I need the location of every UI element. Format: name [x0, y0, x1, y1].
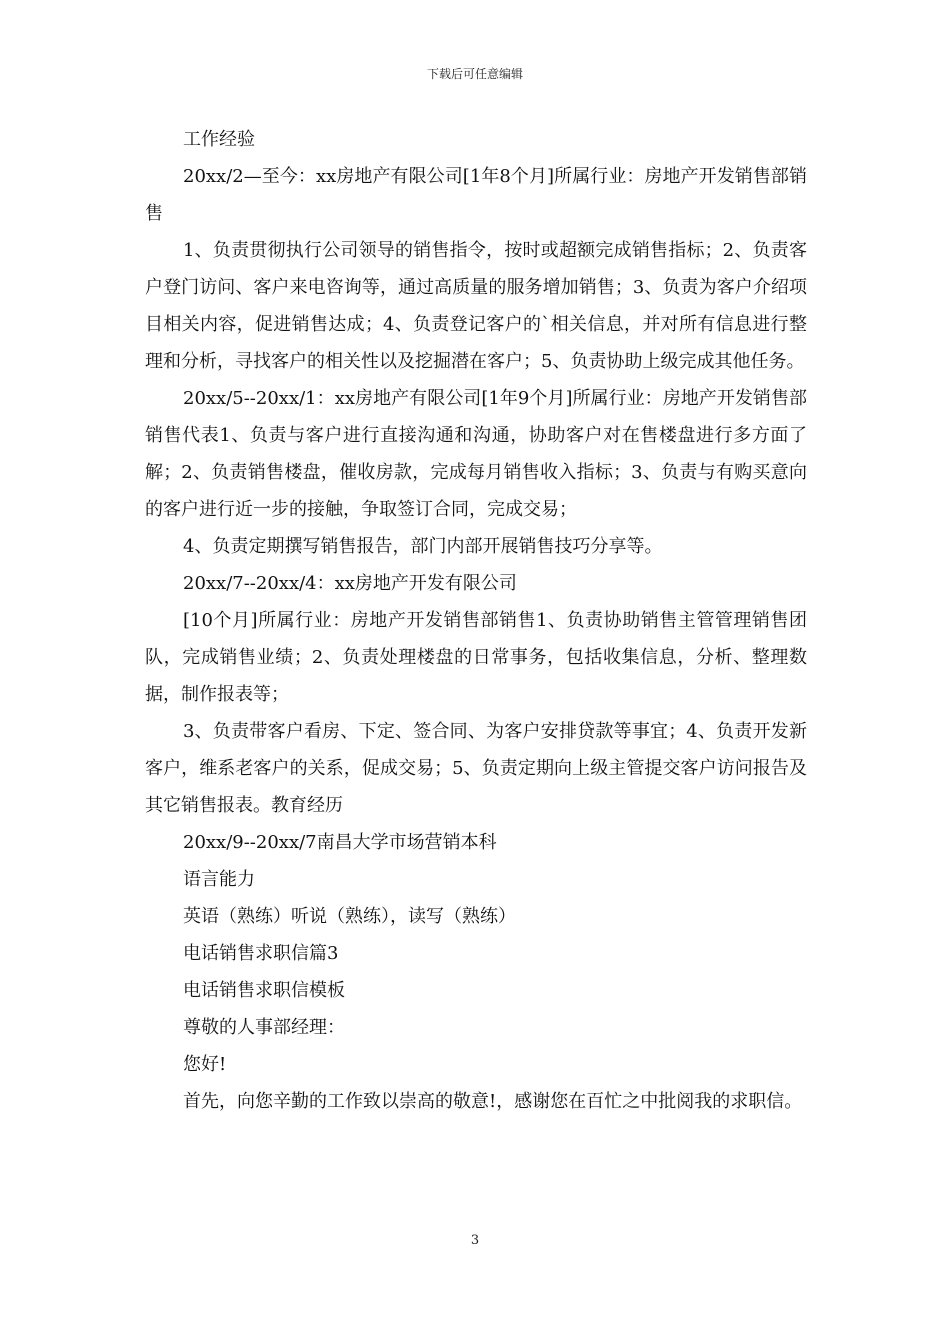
page-header: 下载后可任意编辑: [426, 67, 523, 81]
section-heading-work-experience: 工作经验: [183, 129, 255, 150]
section-heading-language: 语言能力: [183, 869, 255, 890]
job-entry-3-title: 20xx/7--20xx/4：xx房地产开发有限公司: [183, 573, 517, 594]
job-entry-1-title: 20xx/2—至今：xx房地产有限公司[1年8个月]所属行业：房地产开发销售部销售: [145, 166, 807, 224]
page-number: 3: [470, 1233, 480, 1248]
job-entry-3-duties: [10个月]所属行业：房地产开发销售部销售1、负责协助销售主管管理销售团队，完成销售业绩；2、负责处理楼盘的日常事务，包括收集信息，分析、整理数据，制作报表等；: [145, 610, 807, 705]
job-entry-2-duty-4: 4、负责定期撰写销售报告，部门内部开展销售技巧分享等。: [183, 536, 663, 557]
job-entry-1-duties: 1、负责贯彻执行公司领导的销售指令，按时或超额完成销售指标；2、负责客户登门访问、客户来电咨询等，通过高质量的服务增加销售；3、负责为客户介绍项目相关内容，促进销售达成；4、负责登记客户的`相关信息，并对所有信息进行整理和分析，寻找客户的相关性以及挖掘潜在客户；5、负责协助上级完成其他任务。: [145, 240, 807, 372]
document-body: [145, 121, 807, 1120]
job-entry-2: 20xx/5--20xx/1：xx房地产有限公司[1年9个月]所属行业：房地产开发销售部销售代表1、负责与客户进行直接沟通和沟通，协助客户对在售楼盘进行多方面了解；2、负责销售楼盘，催收房款，完成每月销售收入指标；3、负责与有购买意向的客户进行近一步的接触，争取签订合同，完成交易；: [145, 388, 807, 520]
language-entry: 英语（熟练）听说（熟练），读写（熟练）: [183, 906, 516, 927]
article-subheading: 电话销售求职信模板: [183, 980, 345, 1001]
article-heading: 电话销售求职信篇3: [183, 943, 339, 964]
letter-salutation: 尊敬的人事部经理：: [183, 1017, 345, 1038]
job-entry-3-duties-continued: 3、负责带客户看房、下定、签合同、为客户安排贷款等事宜；4、负责开发新客户，维系老客户的关系，促成交易；5、负责定期向上级主管提交客户访问报告及其它销售报表。教育经历: [145, 721, 807, 816]
letter-opening: 首先，向您辛勤的工作致以崇高的敬意!，感谢您在百忙之中批阅我的求职信。: [183, 1091, 803, 1112]
education-entry: 20xx/9--20xx/7南昌大学市场营销本科: [183, 832, 497, 853]
letter-greeting: 您好!: [183, 1054, 227, 1075]
